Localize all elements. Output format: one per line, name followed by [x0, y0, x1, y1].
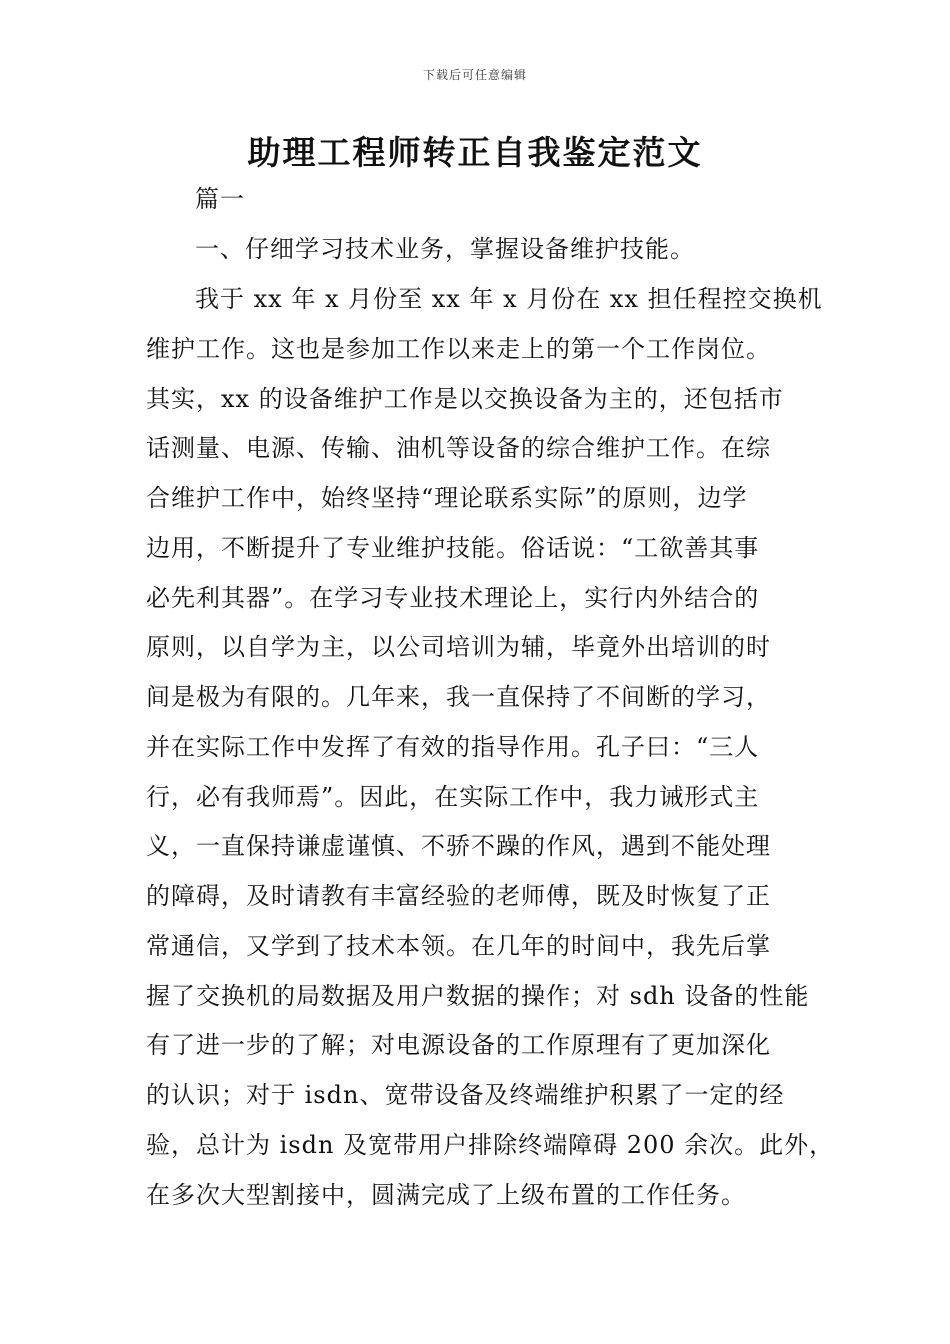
paragraph-line: 验，总计为 isdn 及宽带用户排除终端障碍 200 余次。此外，: [146, 1131, 835, 1159]
paragraph-line: 话测量、电源、传输、油机等设备的综合维护工作。在综: [146, 434, 771, 462]
paragraph-line: 并在实际工作中发挥了有效的指导作用。孔子曰：“三人: [146, 733, 760, 761]
header-note: 下载后可任意编辑: [422, 68, 527, 82]
document-title: 助理工程师转正自我鉴定范文: [247, 133, 703, 172]
paragraph-line: 的认识；对于 isdn、宽带设备及终端维护积累了一定的经: [146, 1081, 785, 1109]
paragraph-line: 原则，以自学为主，以公司培训为辅，毕竟外出培训的时: [146, 633, 771, 661]
heading-1: 一、仔细学习技术业务，掌握设备维护技能。: [195, 235, 695, 263]
paragraph-line: 义，一直保持谦虚谨慎、不骄不躁的作风，遇到不能处理: [146, 832, 771, 860]
paragraph-line: 维护工作。这也是参加工作以来走上的第一个工作岗位。: [146, 335, 771, 363]
paragraph-line: 我于 xx 年 x 月份至 xx 年 x 月份在 xx 担任程控交换机: [195, 285, 823, 313]
paragraph-line: 常通信，又学到了技术本领。在几年的时间中，我先后掌: [146, 932, 771, 960]
paragraph-line: 合维护工作中，始终坚持“理论联系实际”的原则，边学: [146, 484, 748, 512]
paragraph-line: 有了进一步的了解；对电源设备的工作原理有了更加深化: [146, 1031, 771, 1059]
section-label: 篇一: [195, 185, 245, 213]
paragraph-line: 行，必有我师焉”。因此，在实际工作中，我力诫形式主: [146, 783, 760, 811]
paragraph-line: 必先利其器”。在学习专业技术理论上，实行内外结合的: [146, 584, 760, 612]
paragraph-line: 边用，不断提升了专业维护技能。俗话说：“工欲善其事: [146, 534, 760, 562]
paragraph-line: 间是极为有限的。几年来，我一直保持了不间断的学习，: [146, 683, 771, 711]
paragraph-line: 其实，xx 的设备维护工作是以交换设备为主的，还包括市: [146, 385, 784, 413]
paragraph-line: 在多次大型割接中，圆满完成了上级布置的工作任务。: [146, 1181, 746, 1209]
paragraph-line: 的障碍，及时请教有丰富经验的老师傅，既及时恢复了正: [146, 882, 771, 910]
paragraph-line: 握了交换机的局数据及用户数据的操作；对 sdh 设备的性能: [146, 982, 810, 1010]
